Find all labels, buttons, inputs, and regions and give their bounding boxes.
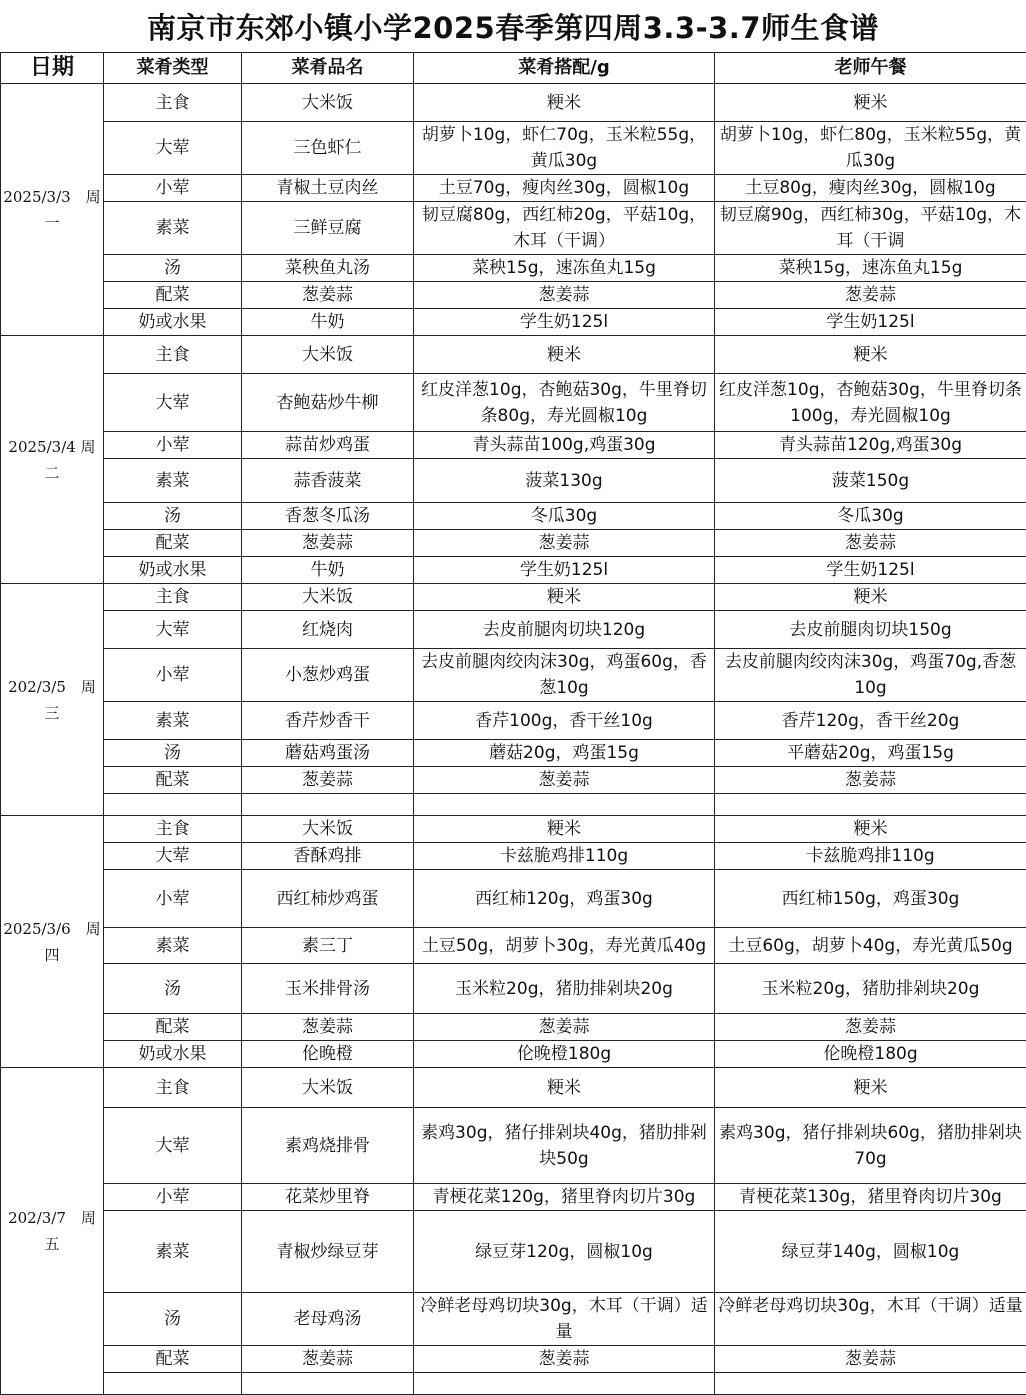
menu-row: [1, 816, 1026, 843]
menu-row: [1, 202, 1026, 255]
teacher-lunch-cell: 粳米: [715, 1068, 1026, 1108]
student-ingredients-cell: 韧豆腐80g，西红柿20g，平菇10g，木耳（干调）: [414, 202, 715, 255]
student-ingredients-cell: 伦晚橙180g: [414, 1041, 715, 1068]
dish-name-cell: 菜秧鱼丸汤: [242, 255, 414, 282]
student-ingredients-cell: 葱姜蒜: [414, 282, 715, 309]
student-ingredients-cell: [414, 794, 715, 816]
header-date: 日期: [1, 53, 104, 84]
dish-type-cell: 汤: [104, 740, 242, 767]
student-ingredients-cell: 粳米: [414, 816, 715, 843]
dish-name-cell: 红烧肉: [242, 611, 414, 649]
dish-name-cell: 大米饭: [242, 584, 414, 611]
teacher-lunch-cell: 菠菜150g: [715, 459, 1026, 503]
dish-type-cell: 配菜: [104, 1014, 242, 1041]
dish-type-cell: 主食: [104, 336, 242, 374]
dish-type-cell: 配菜: [104, 530, 242, 557]
dish-name-cell: 杏鲍菇炒牛柳: [242, 374, 414, 432]
dish-name-cell: 葱姜蒜: [242, 530, 414, 557]
dish-name-cell: 牛奶: [242, 309, 414, 336]
menu-row: [1, 175, 1026, 202]
teacher-lunch-cell: 冬瓜30g: [715, 503, 1026, 530]
dish-type-cell: 大荤: [104, 122, 242, 175]
teacher-lunch-cell: 学生奶125l: [715, 309, 1026, 336]
dish-type-cell: 大荤: [104, 843, 242, 870]
teacher-lunch-cell: 粳米: [715, 816, 1026, 843]
dish-type-cell: 素菜: [104, 928, 242, 964]
teacher-lunch-cell: 素鸡30g，猪仔排剁块60g，猪肋排剁块70g: [715, 1108, 1026, 1184]
menu-row: [1, 336, 1026, 374]
dish-type-cell: 素菜: [104, 1211, 242, 1293]
dish-type-cell: 小荤: [104, 649, 242, 702]
teacher-lunch-cell: 土豆80g，瘦肉丝30g，圆椒10g: [715, 175, 1026, 202]
student-ingredients-cell: 葱姜蒜: [414, 1346, 715, 1373]
dish-type-cell: 素菜: [104, 202, 242, 255]
menu-row: [1, 459, 1026, 503]
dish-name-cell: 牛奶: [242, 557, 414, 584]
dish-type-cell: 奶或水果: [104, 309, 242, 336]
menu-row: [1, 122, 1026, 175]
dish-name-cell: 大米饭: [242, 1068, 414, 1108]
menu-row: [1, 964, 1026, 1014]
dish-name-cell: 香葱冬瓜汤: [242, 503, 414, 530]
teacher-lunch-cell: 青梗花菜130g，猪里脊肉切片30g: [715, 1184, 1026, 1211]
dish-name-cell: 花菜炒里脊: [242, 1184, 414, 1211]
dish-name-cell: [242, 794, 414, 816]
menu-row: [1, 1041, 1026, 1068]
teacher-lunch-cell: 土豆60g，胡萝卜40g，寿光黄瓜50g: [715, 928, 1026, 964]
dish-name-cell: 老母鸡汤: [242, 1293, 414, 1346]
teacher-lunch-cell: 韧豆腐90g，西红柿30g，平菇10g，木耳（干调: [715, 202, 1026, 255]
menu-row: [1, 1211, 1026, 1293]
student-ingredients-cell: 粳米: [414, 584, 715, 611]
student-ingredients-cell: 去皮前腿肉绞肉沫30g，鸡蛋60g，香葱10g: [414, 649, 715, 702]
dish-name-cell: 香酥鸡排: [242, 843, 414, 870]
header-teacher-lunch: 老师午餐: [715, 53, 1026, 84]
teacher-lunch-cell: 胡萝卜10g，虾仁80g，玉米粒55g，黄瓜30g: [715, 122, 1026, 175]
teacher-lunch-cell: 卡兹脆鸡排110g: [715, 843, 1026, 870]
dish-type-cell: 汤: [104, 255, 242, 282]
menu-row: [1, 1373, 1026, 1395]
menu-row: [1, 374, 1026, 432]
dish-name-cell: 青椒土豆肉丝: [242, 175, 414, 202]
menu-row: [1, 1014, 1026, 1041]
menu-row: [1, 794, 1026, 816]
menu-row: [1, 557, 1026, 584]
dish-name-cell: 大米饭: [242, 336, 414, 374]
dish-name-cell: 伦晚橙: [242, 1041, 414, 1068]
menu-row: [1, 843, 1026, 870]
menu-row: [1, 309, 1026, 336]
dish-name-cell: 葱姜蒜: [242, 282, 414, 309]
menu-row: [1, 84, 1026, 122]
dish-type-cell: [104, 1373, 242, 1395]
student-ingredients-cell: 香芹100g，香干丝10g: [414, 702, 715, 740]
dish-type-cell: 主食: [104, 1068, 242, 1108]
dish-type-cell: [104, 794, 242, 816]
dish-name-cell: 素三丁: [242, 928, 414, 964]
day-date: 202/3/7 周五: [1, 1068, 104, 1395]
day-date: 2025/3/3 周一: [1, 84, 104, 336]
student-ingredients-cell: 冬瓜30g: [414, 503, 715, 530]
student-ingredients-cell: 土豆50g，胡萝卜30g，寿光黄瓜40g: [414, 928, 715, 964]
student-ingredients-cell: 葱姜蒜: [414, 767, 715, 794]
student-ingredients-cell: 学生奶125l: [414, 309, 715, 336]
dish-type-cell: 小荤: [104, 175, 242, 202]
dish-name-cell: 葱姜蒜: [242, 767, 414, 794]
dish-name-cell: 西红柿炒鸡蛋: [242, 870, 414, 928]
dish-name-cell: 葱姜蒜: [242, 1014, 414, 1041]
dish-type-cell: 汤: [104, 964, 242, 1014]
dish-name-cell: 香芹炒香干: [242, 702, 414, 740]
teacher-lunch-cell: 葱姜蒜: [715, 1014, 1026, 1041]
dish-type-cell: 小荤: [104, 1184, 242, 1211]
dish-type-cell: 主食: [104, 816, 242, 843]
teacher-lunch-cell: 红皮洋葱10g，杏鲍菇30g，牛里脊切条100g，寿光圆椒10g: [715, 374, 1026, 432]
teacher-lunch-cell: 葱姜蒜: [715, 530, 1026, 557]
dish-type-cell: 汤: [104, 503, 242, 530]
student-ingredients-cell: 红皮洋葱10g，杏鲍菇30g，牛里脊切条80g，寿光圆椒10g: [414, 374, 715, 432]
student-ingredients-cell: 青头蒜苗100g,鸡蛋30g: [414, 432, 715, 459]
dish-type-cell: 汤: [104, 1293, 242, 1346]
teacher-lunch-cell: 伦晚橙180g: [715, 1041, 1026, 1068]
teacher-lunch-cell: 平蘑菇20g，鸡蛋15g: [715, 740, 1026, 767]
menu-body: [1, 84, 1026, 1395]
teacher-lunch-cell: 青头蒜苗120g,鸡蛋30g: [715, 432, 1026, 459]
menu-row: [1, 702, 1026, 740]
dish-type-cell: 素菜: [104, 702, 242, 740]
student-ingredients-cell: 卡兹脆鸡排110g: [414, 843, 715, 870]
teacher-lunch-cell: 葱姜蒜: [715, 767, 1026, 794]
menu-row: [1, 928, 1026, 964]
day-date: 2025/3/6 周四: [1, 816, 104, 1068]
header-row: [1, 53, 1026, 84]
dish-type-cell: 小荤: [104, 432, 242, 459]
menu-row: [1, 870, 1026, 928]
dish-name-cell: 玉米排骨汤: [242, 964, 414, 1014]
menu-row: [1, 649, 1026, 702]
student-ingredients-cell: [414, 1373, 715, 1395]
dish-name-cell: 三鲜豆腐: [242, 202, 414, 255]
student-ingredients-cell: 青梗花菜120g，猪里脊肉切片30g: [414, 1184, 715, 1211]
teacher-lunch-cell: 冷鲜老母鸡切块30g，木耳（干调）适量: [715, 1293, 1026, 1346]
dish-name-cell: 蒜苗炒鸡蛋: [242, 432, 414, 459]
dish-name-cell: 大米饭: [242, 816, 414, 843]
teacher-lunch-cell: 玉米粒20g，猪肋排剁块20g: [715, 964, 1026, 1014]
menu-row: [1, 432, 1026, 459]
menu-row: [1, 1346, 1026, 1373]
day-date: 202/3/5 周三: [1, 584, 104, 816]
dish-name-cell: 小葱炒鸡蛋: [242, 649, 414, 702]
dish-type-cell: 素菜: [104, 459, 242, 503]
dish-name-cell: 三色虾仁: [242, 122, 414, 175]
dish-type-cell: 奶或水果: [104, 557, 242, 584]
student-ingredients-cell: 学生奶125l: [414, 557, 715, 584]
student-ingredients-cell: 葱姜蒜: [414, 530, 715, 557]
menu-row: [1, 584, 1026, 611]
dish-type-cell: 大荤: [104, 611, 242, 649]
student-ingredients-cell: 粳米: [414, 84, 715, 122]
teacher-lunch-cell: 西红柿150g，鸡蛋30g: [715, 870, 1026, 928]
menu-row: [1, 611, 1026, 649]
menu-row: [1, 282, 1026, 309]
dish-name-cell: 青椒炒绿豆芽: [242, 1211, 414, 1293]
menu-row: [1, 1108, 1026, 1184]
dish-type-cell: 配菜: [104, 1346, 242, 1373]
student-ingredients-cell: 土豆70g，瘦肉丝30g，圆椒10g: [414, 175, 715, 202]
header-dish-type: 菜肴类型: [104, 53, 242, 84]
menu-row: [1, 740, 1026, 767]
teacher-lunch-cell: 粳米: [715, 584, 1026, 611]
teacher-lunch-cell: 学生奶125l: [715, 557, 1026, 584]
menu-row: [1, 1184, 1026, 1211]
student-ingredients-cell: 素鸡30g，猪仔排剁块40g，猪肋排剁块50g: [414, 1108, 715, 1184]
dish-name-cell: 葱姜蒜: [242, 1346, 414, 1373]
teacher-lunch-cell: 香芹120g，香干丝20g: [715, 702, 1026, 740]
dish-type-cell: 奶或水果: [104, 1041, 242, 1068]
menu-row: [1, 255, 1026, 282]
header-ingredients: 菜肴搭配/g: [414, 53, 715, 84]
teacher-lunch-cell: 菜秧15g，速冻鱼丸15g: [715, 255, 1026, 282]
dish-type-cell: 大荤: [104, 1108, 242, 1184]
dish-type-cell: 配菜: [104, 282, 242, 309]
dish-type-cell: 配菜: [104, 767, 242, 794]
dish-type-cell: 主食: [104, 584, 242, 611]
menu-table: [0, 52, 1026, 1395]
student-ingredients-cell: 蘑菇20g，鸡蛋15g: [414, 740, 715, 767]
student-ingredients-cell: 菠菜130g: [414, 459, 715, 503]
dish-name-cell: 蘑菇鸡蛋汤: [242, 740, 414, 767]
dish-type-cell: 大荤: [104, 374, 242, 432]
dish-name-cell: [242, 1373, 414, 1395]
dish-name-cell: 大米饭: [242, 84, 414, 122]
student-ingredients-cell: 绿豆芽120g，圆椒10g: [414, 1211, 715, 1293]
teacher-lunch-cell: 粳米: [715, 84, 1026, 122]
dish-name-cell: 蒜香菠菜: [242, 459, 414, 503]
teacher-lunch-cell: 粳米: [715, 336, 1026, 374]
student-ingredients-cell: 去皮前腿肉切块120g: [414, 611, 715, 649]
student-ingredients-cell: 玉米粒20g，猪肋排剁块20g: [414, 964, 715, 1014]
menu-row: [1, 530, 1026, 557]
student-ingredients-cell: 粳米: [414, 336, 715, 374]
student-ingredients-cell: 西红柿120g，鸡蛋30g: [414, 870, 715, 928]
header-dish-name: 菜肴品名: [242, 53, 414, 84]
page-title: 南京市东郊小镇小学2025春季第四周3.3-3.7师生食谱: [0, 0, 1026, 52]
menu-row: [1, 767, 1026, 794]
menu-row: [1, 1068, 1026, 1108]
teacher-lunch-cell: [715, 1373, 1026, 1395]
dish-type-cell: 主食: [104, 84, 242, 122]
student-ingredients-cell: 葱姜蒜: [414, 1014, 715, 1041]
student-ingredients-cell: 胡萝卜10g，虾仁70g，玉米粒55g，黄瓜30g: [414, 122, 715, 175]
teacher-lunch-cell: 葱姜蒜: [715, 282, 1026, 309]
menu-row: [1, 503, 1026, 530]
student-ingredients-cell: 粳米: [414, 1068, 715, 1108]
teacher-lunch-cell: 葱姜蒜: [715, 1346, 1026, 1373]
teacher-lunch-cell: [715, 794, 1026, 816]
teacher-lunch-cell: 去皮前腿肉绞肉沫30g，鸡蛋70g,香葱10g: [715, 649, 1026, 702]
day-date: 2025/3/4 周二: [1, 336, 104, 584]
teacher-lunch-cell: 去皮前腿肉切块150g: [715, 611, 1026, 649]
dish-type-cell: 小荤: [104, 870, 242, 928]
teacher-lunch-cell: 绿豆芽140g，圆椒10g: [715, 1211, 1026, 1293]
menu-row: [1, 1293, 1026, 1346]
student-ingredients-cell: 冷鲜老母鸡切块30g，木耳（干调）适量: [414, 1293, 715, 1346]
student-ingredients-cell: 菜秧15g，速冻鱼丸15g: [414, 255, 715, 282]
dish-name-cell: 素鸡烧排骨: [242, 1108, 414, 1184]
